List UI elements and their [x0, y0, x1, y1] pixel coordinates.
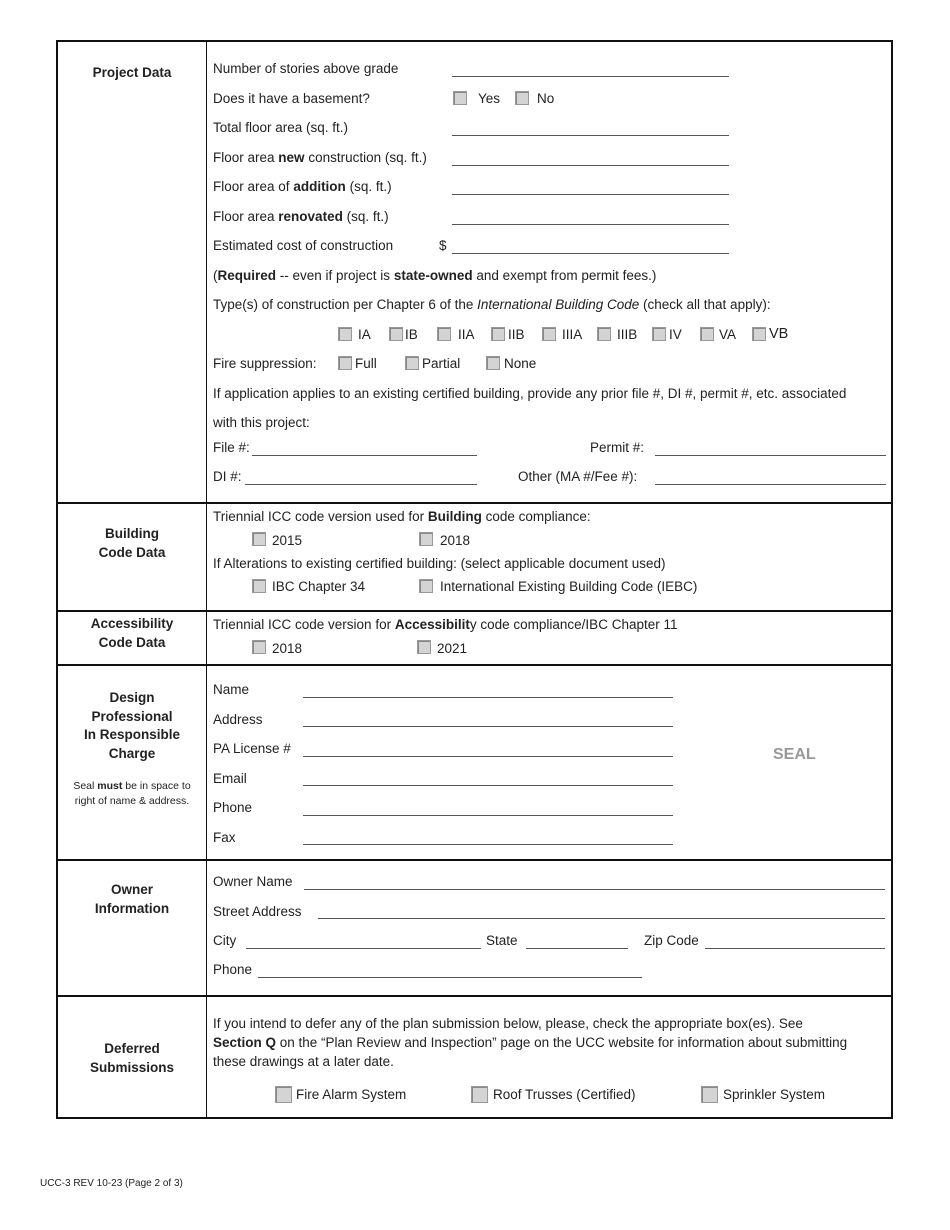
- type-iib-checkbox[interactable]: [491, 327, 505, 341]
- iebc-checkbox[interactable]: [419, 579, 433, 593]
- building-code-label: Building Code Data: [58, 504, 207, 610]
- seal-note: Seal must be in space to right of name & address.: [73, 780, 191, 807]
- fire-full-label: Full: [355, 356, 377, 371]
- ucc-form: [56, 40, 893, 1119]
- addition-area-label: Floor area of addition (sq. ft.): [213, 179, 392, 194]
- type-vb-label: VB: [769, 326, 789, 342]
- design-name-input[interactable]: [303, 697, 673, 698]
- stories-input[interactable]: [452, 76, 729, 77]
- type-iiia-label: IIIA: [562, 327, 583, 342]
- deferred-section: [58, 997, 893, 1119]
- owner-zip-label: Zip Code: [644, 933, 699, 948]
- fire-alarm-checkbox[interactable]: [275, 1086, 292, 1103]
- building-2018-checkbox[interactable]: [419, 532, 433, 546]
- di-number-label: DI #:: [213, 469, 242, 484]
- deferred-text-2: Section Q on the “Plan Review and Inspection” page on the UCC website for information about submitting: [213, 1035, 848, 1050]
- existing-building-text-2: with this project:: [213, 415, 310, 430]
- form-footer: UCC-3 REV 10-23 (Page 2 of 3): [40, 1178, 183, 1189]
- design-address-label: Address: [213, 712, 263, 727]
- alterations-label: If Alterations to existing certified building: (select applicable document used): [213, 556, 666, 571]
- design-name-label: Name: [213, 682, 250, 697]
- fire-partial-label: Partial: [422, 356, 461, 371]
- owner-city-label: City: [213, 933, 237, 948]
- fire-alarm-label: Fire Alarm System: [296, 1087, 407, 1102]
- type-iiib-label: IIIB: [617, 327, 638, 342]
- permit-number-input[interactable]: [655, 455, 886, 456]
- type-iiib-checkbox[interactable]: [597, 327, 611, 341]
- design-professional-section: [58, 666, 893, 861]
- building-triennial-label: Triennial ICC code version used for Building code compliance:: [213, 509, 591, 524]
- owner-city-input[interactable]: [246, 948, 481, 949]
- design-license-label: PA License #: [213, 741, 291, 756]
- type-va-checkbox[interactable]: [700, 327, 714, 341]
- owner-phone-label: Phone: [213, 962, 253, 977]
- basement-no-label: No: [537, 91, 555, 106]
- deferred-label: Deferred Submissions: [58, 997, 207, 1119]
- dollar-sign: $: [439, 238, 447, 253]
- owner-state-input[interactable]: [526, 948, 628, 949]
- accessibility-triennial-label: Triennial ICC code version for Accessibility code compliance/IBC Chapter 11: [213, 617, 678, 632]
- seal-placeholder: SEAL: [773, 746, 816, 763]
- roof-trusses-label: Roof Trusses (Certified): [493, 1087, 636, 1102]
- di-number-input[interactable]: [245, 484, 477, 485]
- file-number-input[interactable]: [252, 455, 477, 456]
- total-area-label: Total floor area (sq. ft.): [213, 120, 349, 135]
- renovated-area-label: Floor area renovated (sq. ft.): [213, 209, 389, 224]
- design-address-input[interactable]: [303, 726, 673, 727]
- cost-input[interactable]: [452, 253, 729, 254]
- owner-street-label: Street Address: [213, 904, 302, 919]
- iebc-label: International Existing Building Code (IEBC): [440, 579, 698, 594]
- basement-yes-label: Yes: [478, 91, 501, 106]
- type-ia-checkbox[interactable]: [338, 327, 352, 341]
- construction-type-label: Type(s) of construction per Chapter 6 of the International Building Code (check all that apply):: [213, 297, 771, 312]
- sprinkler-checkbox[interactable]: [701, 1086, 718, 1103]
- accessibility-2018-checkbox[interactable]: [252, 640, 266, 654]
- type-va-label: VA: [719, 327, 737, 342]
- design-phone-input[interactable]: [303, 815, 673, 816]
- type-iv-label: IV: [669, 327, 682, 342]
- type-iib-label: IIB: [508, 327, 525, 342]
- ibc-ch34-checkbox[interactable]: [252, 579, 266, 593]
- accessibility-section: [58, 612, 893, 666]
- owner-section: [58, 861, 893, 997]
- cost-label: Estimated cost of construction: [213, 238, 394, 253]
- basement-no-checkbox[interactable]: [515, 91, 529, 105]
- basement-label: Does it have a basement?: [213, 91, 370, 106]
- renovated-area-input[interactable]: [452, 224, 729, 225]
- other-number-label: Other (MA #/Fee #):: [518, 469, 638, 484]
- owner-name-input[interactable]: [304, 889, 885, 890]
- fire-full-checkbox[interactable]: [338, 356, 352, 370]
- file-number-label: File #:: [213, 440, 250, 455]
- owner-state-label: State: [486, 933, 518, 948]
- design-license-input[interactable]: [303, 756, 673, 757]
- basement-yes-checkbox[interactable]: [453, 91, 467, 105]
- deferred-text-1: If you intend to defer any of the plan submission below, please, check the appropriate box(es). See: [213, 1016, 803, 1031]
- design-fax-input[interactable]: [303, 844, 673, 845]
- design-phone-label: Phone: [213, 800, 253, 815]
- building-code-section: [58, 504, 893, 612]
- owner-zip-input[interactable]: [705, 948, 885, 949]
- building-2015-label: 2015: [272, 533, 303, 548]
- stories-label: Number of stories above grade: [213, 61, 399, 76]
- design-professional-content: [207, 666, 893, 859]
- project-data-content: [207, 42, 893, 502]
- accessibility-2021-checkbox[interactable]: [417, 640, 431, 654]
- fire-none-checkbox[interactable]: [486, 356, 500, 370]
- sprinkler-label: Sprinkler System: [723, 1087, 826, 1102]
- accessibility-content: [207, 612, 893, 664]
- total-area-input[interactable]: [452, 135, 729, 136]
- project-data-section: [58, 42, 893, 504]
- owner-street-input[interactable]: [318, 918, 885, 919]
- new-area-label: Floor area new construction (sq. ft.): [213, 150, 427, 165]
- accessibility-2021-label: 2021: [437, 641, 468, 656]
- building-2018-label: 2018: [440, 533, 471, 548]
- type-ib-checkbox[interactable]: [389, 327, 403, 341]
- type-vb-checkbox[interactable]: [752, 327, 766, 341]
- accessibility-2018-label: 2018: [272, 641, 303, 656]
- owner-content: [207, 861, 893, 995]
- owner-label: Owner Information: [58, 861, 207, 995]
- owner-name-label: Owner Name: [213, 874, 293, 889]
- design-email-input[interactable]: [303, 785, 673, 786]
- type-ia-label: IA: [358, 327, 371, 342]
- fire-suppression-label: Fire suppression:: [213, 356, 317, 371]
- type-iiia-checkbox[interactable]: [542, 327, 556, 341]
- roof-trusses-checkbox[interactable]: [471, 1086, 488, 1103]
- design-professional-label: Design Professional In Responsible Charge Seal must be in space to right of name & address.: [58, 666, 207, 859]
- ibc-ch34-label: IBC Chapter 34: [272, 579, 366, 594]
- type-ib-label: IB: [405, 327, 418, 342]
- existing-building-text-1: If application applies to an existing certified building, provide any prior file #, DI #, permit #, etc. associated: [213, 386, 847, 401]
- building-2015-checkbox[interactable]: [252, 532, 266, 546]
- design-email-label: Email: [213, 771, 247, 786]
- type-iv-checkbox[interactable]: [652, 327, 666, 341]
- project-data-label: Project Data: [58, 42, 207, 502]
- fire-none-label: None: [504, 356, 537, 371]
- owner-phone-input[interactable]: [258, 977, 642, 978]
- building-code-content: [207, 504, 893, 610]
- accessibility-label: Accessibility Code Data: [58, 612, 207, 664]
- permit-number-label: Permit #:: [590, 440, 645, 455]
- design-fax-label: Fax: [213, 830, 236, 845]
- required-note: (Required -- even if project is state-owned and exempt from permit fees.): [213, 268, 657, 283]
- new-area-input[interactable]: [452, 165, 729, 166]
- deferred-text-3: these drawings at a later date.: [213, 1054, 394, 1069]
- type-iia-label: IIA: [458, 327, 475, 342]
- other-number-input[interactable]: [655, 484, 886, 485]
- type-iia-checkbox[interactable]: [437, 327, 451, 341]
- deferred-content: [207, 997, 893, 1119]
- addition-area-input[interactable]: [452, 194, 729, 195]
- fire-partial-checkbox[interactable]: [405, 356, 419, 370]
